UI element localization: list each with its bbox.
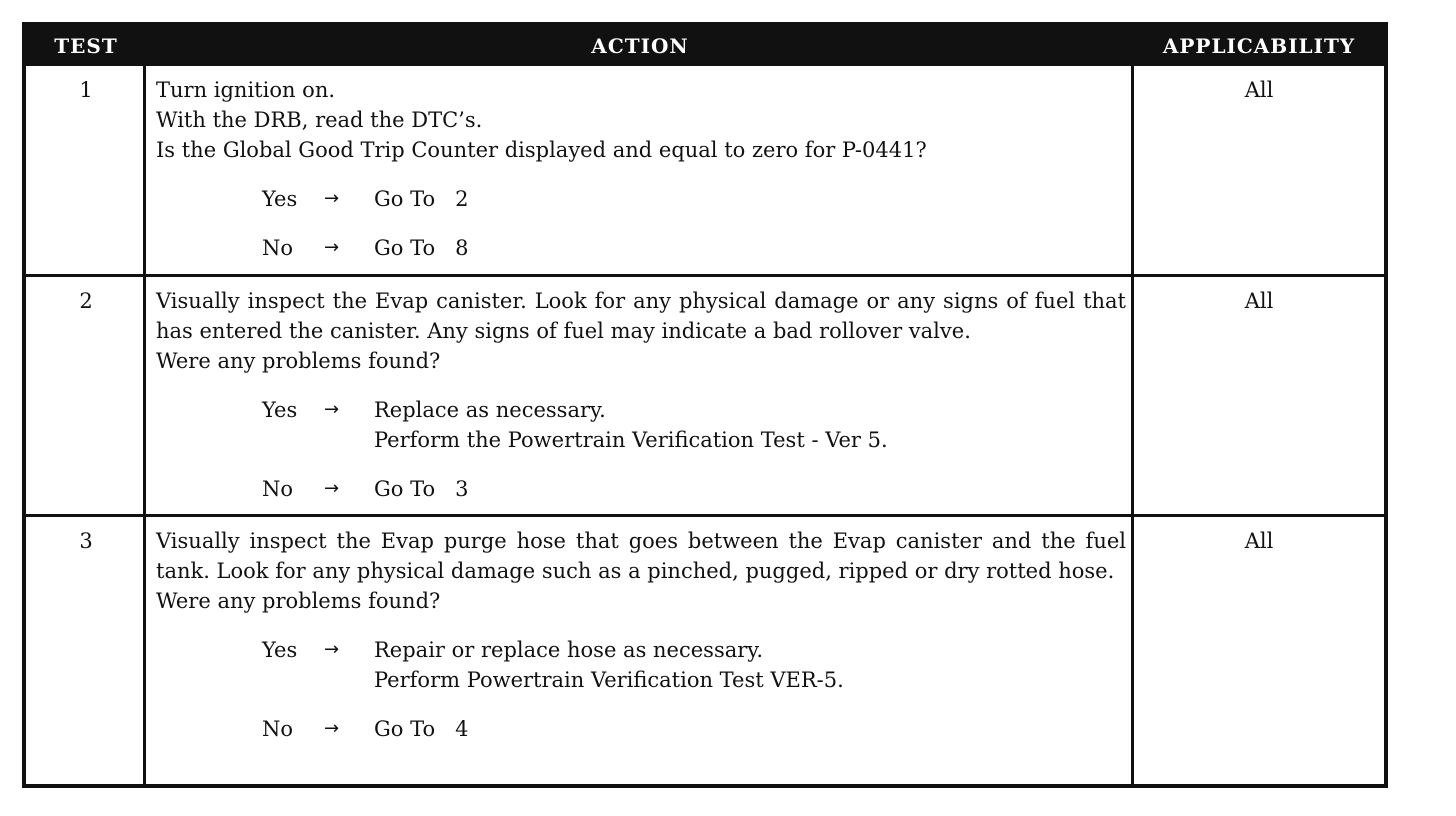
no-option — [262, 474, 1126, 504]
table-row — [26, 277, 1384, 514]
no-label: No — [262, 717, 294, 741]
header-applicability: APPLICABILITY — [1162, 34, 1356, 58]
applicability-value: All — [1244, 78, 1274, 102]
no-label: No — [262, 236, 294, 260]
arrow-icon: → — [324, 478, 340, 499]
arrow-icon: → — [324, 639, 340, 660]
arrow-icon: → — [324, 399, 340, 420]
applicability-value: All — [1244, 289, 1274, 313]
table-row — [26, 66, 1384, 274]
action-text: Turn ignition on. With the DRB, read the DTC’s. Is the Global Good Trip Counter displayed and equal to zero for P-0441? — [156, 78, 927, 162]
yes-option — [262, 635, 1126, 695]
action-cell — [156, 277, 1126, 504]
yes-result-line-1: Replace as necessary. — [374, 398, 606, 422]
yes-result-line-1: Repair or replace hose as necessary. — [374, 638, 764, 662]
action-cell — [156, 66, 1126, 263]
table-row — [26, 517, 1384, 788]
header-action: ACTION — [591, 34, 689, 58]
test-number: 3 — [79, 529, 93, 553]
no-result: Go To 3 — [374, 477, 469, 501]
yes-result: Go To 2 — [374, 187, 469, 211]
yes-option — [262, 395, 1126, 455]
diagnostic-table — [22, 22, 1388, 788]
action-cell — [156, 517, 1126, 744]
action-text: Visually inspect the Evap purge hose that goes between the Evap canister and the fuel tank. Look for any physical damage such as a pinched, pugged, ripped or dry rotted hose. Were any problems found? — [156, 529, 1126, 613]
test-number: 1 — [79, 78, 93, 102]
action-text: Visually inspect the Evap canister. Look for any physical damage or any signs of fuel that has entered the canister. Any signs of fuel may indicate a bad rollover valve. Were any problems found? — [156, 289, 1126, 373]
yes-option — [262, 184, 1126, 214]
applicability-value: All — [1244, 529, 1274, 553]
no-label: No — [262, 477, 294, 501]
no-option — [262, 233, 1126, 263]
yes-label: Yes — [262, 638, 298, 662]
arrow-icon: → — [324, 237, 340, 258]
arrow-icon: → — [324, 718, 340, 739]
no-result: Go To 4 — [374, 717, 469, 741]
header-test: TEST — [54, 34, 118, 58]
yes-result-line-2: Perform Powertrain Verification Test VER-5. — [374, 668, 844, 692]
no-result: Go To 8 — [374, 236, 469, 260]
arrow-icon: → — [324, 188, 340, 209]
no-option — [262, 714, 1126, 744]
yes-label: Yes — [262, 398, 298, 422]
table-header — [26, 26, 1384, 66]
yes-label: Yes — [262, 187, 298, 211]
yes-result-line-2: Perform the Powertrain Verification Test - Ver 5. — [374, 428, 888, 452]
test-number: 2 — [79, 289, 93, 313]
